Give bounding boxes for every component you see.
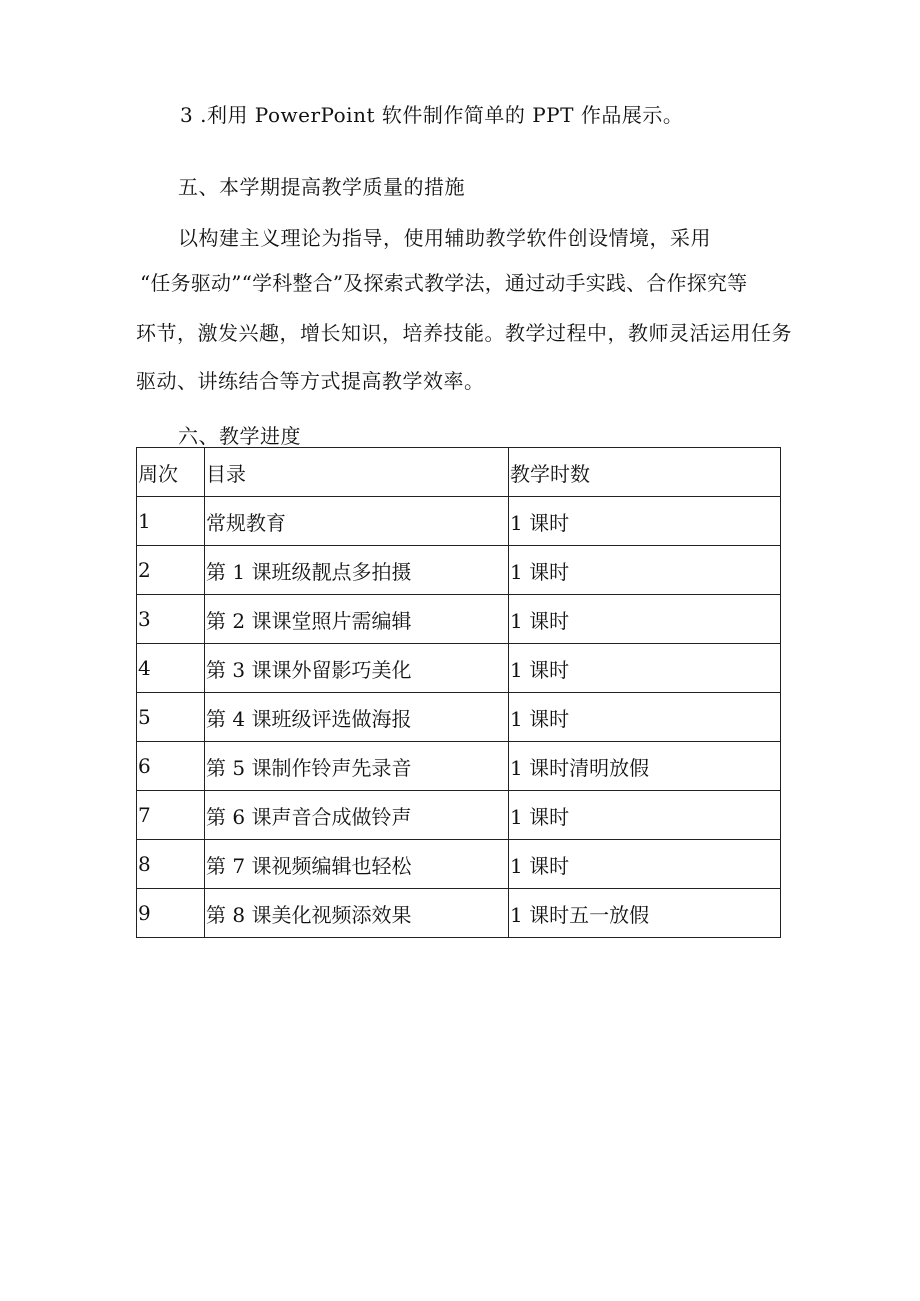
schedule-table [136, 447, 781, 938]
cell-hours: 1 课时清明放假 [509, 742, 781, 791]
section-heading-measures: 五、本学期提高教学质量的措施 [178, 175, 465, 199]
cell-week: 8 [137, 840, 205, 889]
cell-hours: 1 课时 [509, 644, 781, 693]
cell-week: 1 [137, 497, 205, 546]
cell-week: 9 [137, 889, 205, 938]
cell-hours: 1 课时 [509, 595, 781, 644]
cell-week: 5 [137, 693, 205, 742]
table-row [137, 595, 781, 644]
section-heading-schedule: 六、教学进度 [178, 424, 301, 448]
cell-week: 7 [137, 791, 205, 840]
table-header-row [137, 448, 781, 497]
cell-lesson: 第 5 课制作铃声先录音 [205, 742, 509, 791]
header-week: 周次 [137, 448, 205, 497]
paragraph-line-4: 驱动、讲练结合等方式提高教学效率。 [136, 369, 485, 393]
cell-hours: 1 课时 [509, 546, 781, 595]
cell-lesson: 常规教育 [205, 497, 509, 546]
paragraph-line-1: 以构建主义理论为指导，使用辅助教学软件创设情境，采用 [178, 226, 711, 250]
cell-week: 6 [137, 742, 205, 791]
cell-hours: 1 课时 [509, 693, 781, 742]
table-row [137, 546, 781, 595]
cell-lesson: 第 8 课美化视频添效果 [205, 889, 509, 938]
cell-lesson: 第 7 课视频编辑也轻松 [205, 840, 509, 889]
table-row [137, 693, 781, 742]
table-row [137, 889, 781, 938]
cell-lesson: 第 4 课班级评选做海报 [205, 693, 509, 742]
paragraph-line-3: 环节，激发兴趣，增长知识，培养技能。教学过程中，教师灵活运用任务 [136, 321, 792, 345]
cell-hours: 1 课时 [509, 840, 781, 889]
cell-hours: 1 课时 [509, 497, 781, 546]
cell-hours: 1 课时 [509, 791, 781, 840]
cell-lesson: 第 2 课课堂照片需编辑 [205, 595, 509, 644]
paragraph-line-2: “任务驱动”“学科整合”及探索式教学法，通过动手实践、合作探究等 [140, 271, 748, 295]
table-row [137, 791, 781, 840]
header-hours: 教学时数 [509, 448, 781, 497]
header-contents: 目录 [205, 448, 509, 497]
table-row [137, 840, 781, 889]
cell-lesson: 第 1 课班级靓点多拍摄 [205, 546, 509, 595]
table-row [137, 497, 781, 546]
cell-week: 3 [137, 595, 205, 644]
table-row [137, 644, 781, 693]
cell-lesson: 第 6 课声音合成做铃声 [205, 791, 509, 840]
cell-lesson: 第 3 课课外留影巧美化 [205, 644, 509, 693]
cell-hours: 1 课时五一放假 [509, 889, 781, 938]
table-row [137, 742, 781, 791]
cell-week: 2 [137, 546, 205, 595]
cell-week: 4 [137, 644, 205, 693]
list-item-3: 3 .利用 PowerPoint 软件制作简单的 PPT 作品展示。 [180, 103, 684, 127]
